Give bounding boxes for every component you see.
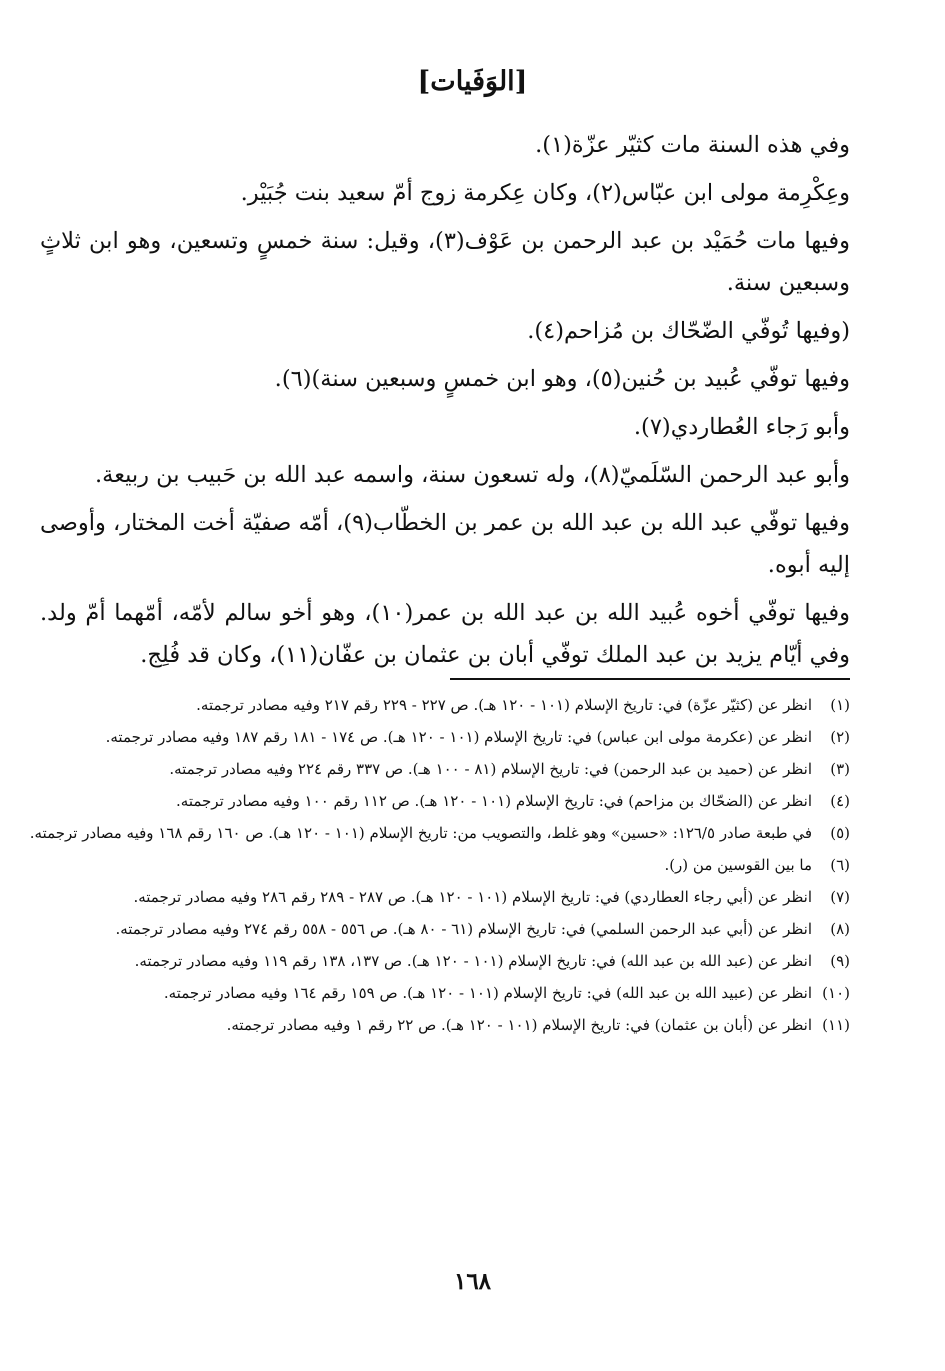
footnote-number: (١٠) bbox=[822, 984, 850, 1002]
footnote-divider bbox=[450, 678, 850, 680]
footnote bbox=[20, 852, 850, 879]
footnote-number: (٧) bbox=[830, 888, 850, 906]
footnote-number: (٢) bbox=[830, 728, 850, 746]
footnote bbox=[20, 980, 850, 1007]
footnote bbox=[20, 884, 850, 911]
paragraph: وفيها مات حُمَيْد بن عبد الرحمن بن عَوْف(٣)، وقيل: سنة خمسٍ وتسعين، وهو ابن ثلاثٍ وسبعين سنة. bbox=[40, 228, 850, 296]
footnote bbox=[20, 756, 850, 783]
footnote-text: في طبعة صادر ١٢٦/٥: «حسين» وهو غلط، والتصويب من: تاريخ الإسلام (١٠١ - ١٢٠ هـ). ص ١٦٠ رقم ١٦٨ وفيه مصادر ترجمته. bbox=[29, 824, 812, 842]
footnote bbox=[20, 692, 850, 719]
footnote-number: (٩) bbox=[830, 952, 850, 970]
footnote-text: انظر عن (أبان بن عثمان) في: تاريخ الإسلام (١٠١ - ١٢٠ هـ). ص ٢٢ رقم ١ وفيه مصادر ترجمته. bbox=[226, 1016, 812, 1034]
paragraph: وأبو عبد الرحمن السّلَميّ(٨)، وله تسعون سنة، واسمه عبد الله بن حَبيب بن ربيعة. bbox=[95, 462, 850, 488]
footnote-text: انظر عن (أبي رجاء العطاردي) في: تاريخ الإسلام (١٠١ - ١٢٠ هـ). ص ٢٨٧ - ٢٨٩ رقم ٢٨٦ وفيه مصادر ترجمته. bbox=[133, 888, 812, 906]
paragraph: وفي هذه السنة مات كثيّر عزّة(١). bbox=[535, 132, 850, 158]
paragraph: وفيها توفّي أخوه عُبيد الله بن عبد الله بن عمر(١٠)، وهو أخو سالم لأمّه، أمّهما أمّ ولد. وفي أيّام يزيد بن عبد الملك توفّي أبان بن عثمان بن عفّان(١١)، وكان قد فُلِج. bbox=[40, 600, 850, 668]
paragraph: وفيها توفّي عُبيد بن حُنين(٥)، وهو ابن خمسٍ وسبعين سنة)(٦). bbox=[274, 366, 850, 392]
footnote-text: ما بين القوسين من (ر). bbox=[664, 856, 812, 874]
paragraph: (وفيها تُوفّي الضّحّاك بن مُزاحم(٤). bbox=[527, 318, 850, 344]
page-number: ١٦٨ bbox=[453, 1268, 492, 1295]
footnote bbox=[20, 1012, 850, 1039]
footnote bbox=[20, 820, 850, 847]
footnote bbox=[20, 948, 850, 975]
footnote-number: (٦) bbox=[830, 856, 850, 874]
footnote-text: انظر عن (عبيد الله بن عبد الله) في: تاريخ الإسلام (١٠١ - ١٢٠ هـ). ص ١٥٩ رقم ١٦٤ وفيه مصادر ترجمته. bbox=[163, 984, 812, 1002]
footnote-text: انظر عن (كثيّر عزّة) في: تاريخ الإسلام (١٠١ - ١٢٠ هـ). ص ٢٢٧ - ٢٢٩ رقم ٢١٧ وفيه مصادر ترجمته. bbox=[196, 696, 812, 714]
footnote-number: (٣) bbox=[830, 760, 850, 778]
footnote-text: انظر عن (عكرمة مولى ابن عباس) في: تاريخ الإسلام (١٠١ - ١٢٠ هـ). ص ١٧٤ - ١٨١ رقم ١٨٧ وفيه مصادر ترجمته. bbox=[105, 728, 812, 746]
footnote-number: (٨) bbox=[830, 920, 850, 938]
footnote-text: انظر عن (الضحّاك بن مزاحم) في: تاريخ الإسلام (١٠١ - ١٢٠ هـ). ص ١١٢ رقم ١٠٠ وفيه مصادر ترجمته. bbox=[176, 792, 812, 810]
footnote bbox=[20, 788, 850, 815]
footnote-number: (١) bbox=[830, 696, 850, 714]
footnote-number: (٥) bbox=[830, 824, 850, 842]
footnote-text: انظر عن (عبد الله بن عبد الله) في: تاريخ الإسلام (١٠١ - ١٢٠ هـ). ص ١٣٧، ١٣٨ رقم ١١٩ وفيه مصادر ترجمته. bbox=[134, 952, 812, 970]
footnote-number: (١١) bbox=[822, 1016, 850, 1034]
footnote-text: انظر عن (أبي عبد الرحمن السلمي) في: تاريخ الإسلام (٦١ - ٨٠ هـ). ص ٥٥٦ - ٥٥٨ رقم ٢٧٤ وفيه مصادر ترجمته. bbox=[115, 920, 812, 938]
footnotes bbox=[20, 692, 850, 1044]
main-text bbox=[40, 124, 850, 682]
footnote bbox=[20, 916, 850, 943]
footnote-text: انظر عن (حميد بن عبد الرحمن) في: تاريخ الإسلام (٨١ - ١٠٠ هـ). ص ٣٣٧ رقم ٢٢٤ وفيه مصادر ترجمته. bbox=[169, 760, 812, 778]
paragraph: وعِكْرِمة مولى ابن عبّاس(٢)، وكان عِكرمة زوج أمّ سعيد بنت جُبَيْر. bbox=[240, 180, 850, 206]
paragraph: وأبو رَجاء العُطاردي(٧). bbox=[633, 414, 850, 440]
footnote bbox=[20, 724, 850, 751]
footnote-number: (٤) bbox=[830, 792, 850, 810]
section-title: [الوَفَيات] bbox=[417, 66, 528, 97]
paragraph: وفيها توفّي عبد الله بن عبد الله بن عمر بن الخطّاب(٩)، أمّه صفيّة أخت المختار، وأوصى إليه أبوه. bbox=[40, 510, 851, 578]
